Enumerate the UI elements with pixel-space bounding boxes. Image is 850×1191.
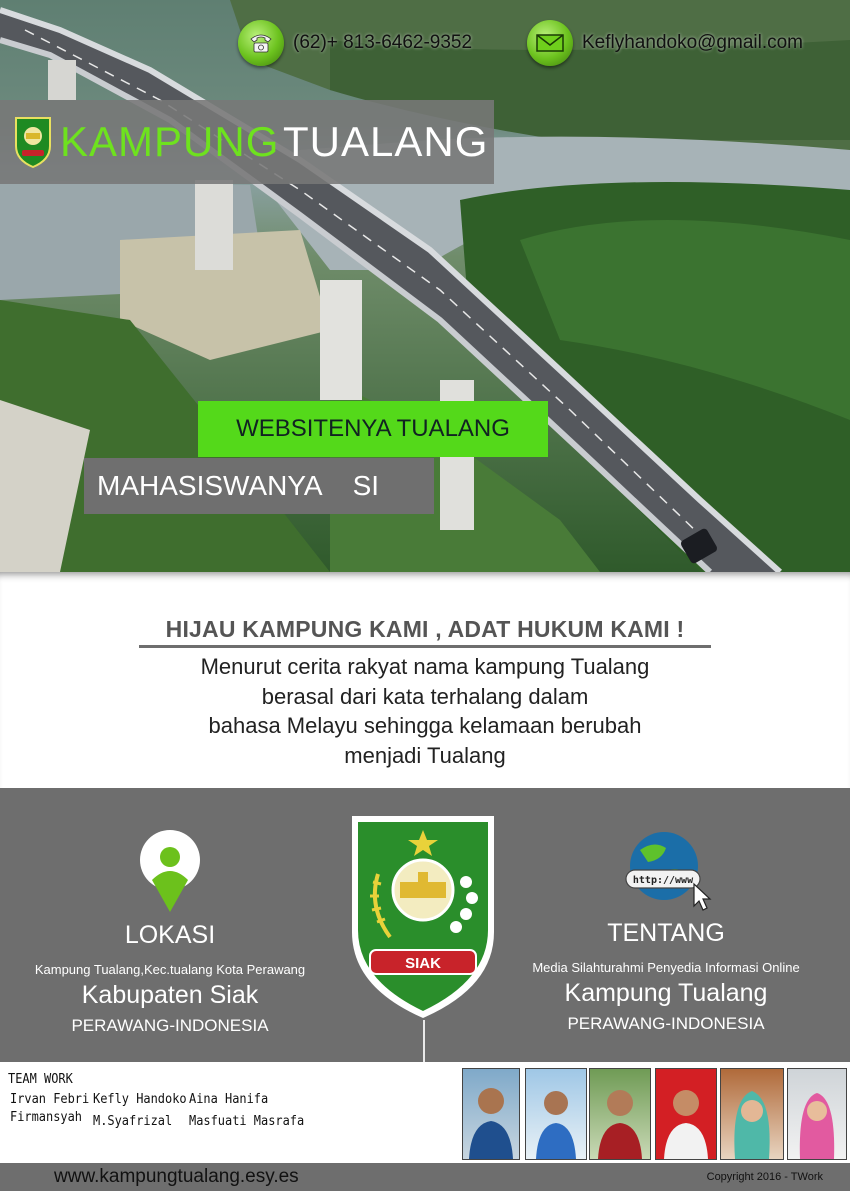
location-address: Kampung Tualang,Kec.tualang Kota Perawang [34, 962, 306, 977]
location-person-icon [138, 828, 202, 916]
footer [0, 1163, 850, 1191]
hero-banner [0, 0, 850, 572]
team-member: Masfuati Masrafa [189, 1114, 305, 1129]
telephone-icon [238, 20, 284, 66]
member-photo [787, 1068, 847, 1160]
divider [423, 1020, 425, 1062]
story-line: menjadi Tualang [344, 742, 506, 768]
location-country: PERAWANG-INDONESIA [71, 1016, 269, 1035]
team-member: Aina Hanifa [189, 1092, 269, 1107]
siak-seal-icon [348, 812, 498, 1022]
student-tag-word2: SI [352, 470, 380, 501]
location-heading: LOKASI [124, 921, 216, 949]
about-heading: TENTANG [607, 919, 725, 947]
team-member: M.Syafrizal [93, 1114, 173, 1129]
siak-emblem-icon [14, 116, 52, 168]
team-member: Firmansyah [10, 1110, 83, 1125]
phone-number[interactable]: (62)+ 813-6462-9352 [293, 32, 473, 53]
team-member: Irvan Febri [10, 1092, 90, 1107]
member-photo [655, 1068, 717, 1160]
envelope-icon [527, 20, 573, 66]
member-photo [720, 1068, 784, 1160]
copyright-text: Copyright 2016 - TWork [706, 1171, 823, 1183]
about-column [496, 826, 836, 1034]
member-photo [589, 1068, 651, 1160]
website-tag: WEBSITENYA TUALANG [198, 401, 548, 457]
story-line: Menurut cerita rakyat nama kampung Tualang [200, 654, 650, 679]
story-line: berasal dari kata terhalang dalam [261, 683, 589, 709]
team-section [0, 1062, 850, 1163]
story-paragraph [125, 652, 725, 770]
seal-text: SIAK [405, 955, 441, 972]
brand-title-green: KAMPUNG [60, 118, 280, 165]
story-line: bahasa Melayu sehingga kelamaan berubah [208, 713, 642, 738]
team-heading: TEAM WORK [8, 1072, 73, 1087]
location-regency: Kabupaten Siak [81, 981, 259, 1009]
svg-text:http://www: http://www [632, 875, 694, 886]
team-member: Kefly Handoko [93, 1092, 187, 1107]
student-tag-word1: MAHASISWANYA [97, 470, 323, 501]
website-link[interactable]: www.kampungtualang.esy.es [54, 1166, 299, 1187]
about-name: Kampung Tualang [564, 979, 768, 1007]
info-section [0, 788, 850, 1062]
email-contact[interactable] [527, 20, 803, 66]
member-photo [525, 1068, 587, 1160]
about-country: PERAWANG-INDONESIA [567, 1014, 765, 1033]
student-tag [84, 458, 434, 514]
phone-contact[interactable] [238, 20, 472, 66]
globe-web-icon [618, 826, 714, 916]
about-description: Media Silahturahmi Penyedia Informasi Online [532, 960, 800, 975]
brand-title-white: TUALANG [283, 118, 489, 165]
slogan-heading: HIJAU KAMPUNG KAMI , ADAT HUKUM KAMI ! [139, 616, 711, 648]
member-photo [462, 1068, 520, 1160]
location-column [0, 828, 340, 1036]
email-address[interactable]: Keflyhandoko@gmail.com [582, 32, 804, 53]
brand-header [0, 100, 494, 184]
intro-section [0, 572, 850, 788]
